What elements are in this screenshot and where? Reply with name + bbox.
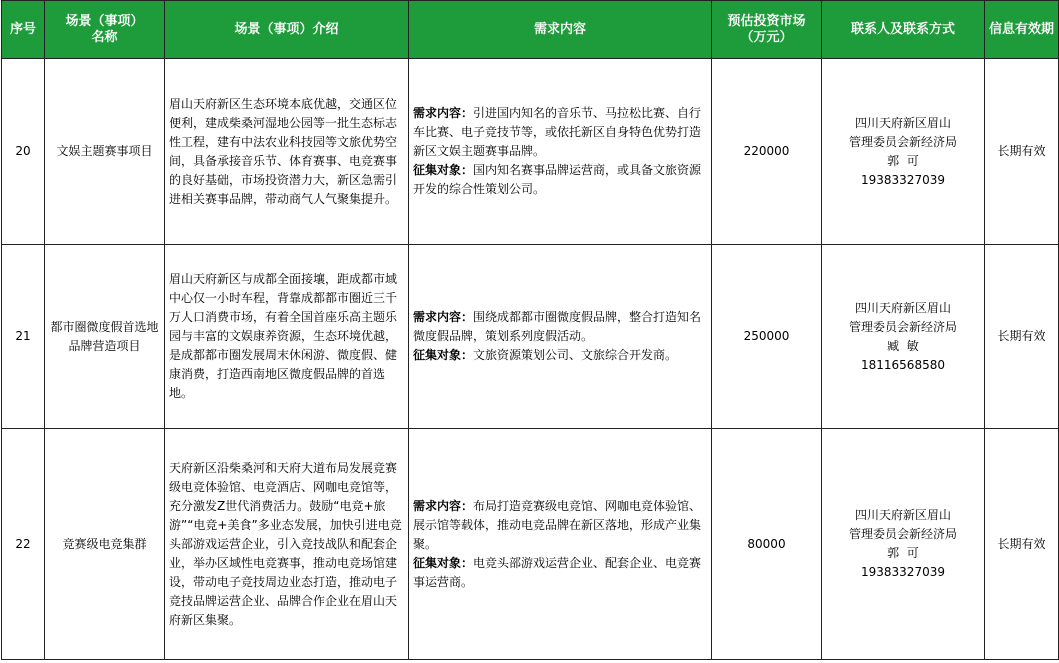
demand-content <box>413 308 709 346</box>
row-contact <box>822 59 985 245</box>
contact-org-line2: 管理委员会新经济局 <box>848 134 957 149</box>
row-intro: 天府新区沿柴桑河和天府大道布局发展竞赛级电竞体验馆、电竞酒店、网咖电竞馆等，充分激发Z世代消费活力。鼓励“电竞+旅游”“电竞+美食”多业态发展，加快引进电竞头部游戏运营企业，引入竞技战队和配套企业，举办区域性电竞赛事，推动电竞场馆建设，带动电子竞技周边业态打造，推动电子竞技品牌运营企业、品牌合作企业在眉山天府新区集聚。 <box>165 429 409 660</box>
contact-person: 臧 敏 <box>887 338 919 353</box>
row-seq: 22 <box>2 429 45 660</box>
header-demand: 需求内容 <box>409 1 712 59</box>
row-name: 都市圈微度假首选地品牌营造项目 <box>45 245 165 429</box>
demand-label: 需求内容： <box>413 106 474 120</box>
contact-person: 郭 可 <box>887 546 919 560</box>
demand-content <box>413 104 709 161</box>
target-text: 文旅资源策划公司、文旅综合开发商。 <box>473 348 678 362</box>
header-scene-name-line1: 场景（事项） <box>65 13 144 29</box>
row-market: 220000 <box>712 59 822 245</box>
contact-org-line2: 管理委员会新经济局 <box>848 319 957 334</box>
contact-phone: 18116568580 <box>861 357 945 372</box>
row-validity: 长期有效 <box>985 245 1059 429</box>
row-market: 250000 <box>712 245 822 429</box>
row-demand <box>409 245 712 429</box>
table-row <box>2 245 1059 429</box>
demand-text: 布局打造竞赛级电竞馆、网咖电竞体验馆、展示馆等载体，推动电竞品牌在新区落地，形成产业集聚。 <box>413 498 702 551</box>
row-contact <box>822 429 985 660</box>
contact-org-line1: 四川天府新区眉山 <box>854 115 951 130</box>
row-seq: 21 <box>2 245 45 429</box>
row-contact <box>822 245 985 429</box>
contact-org-line2: 管理委员会新经济局 <box>848 527 957 541</box>
table-row <box>2 59 1059 245</box>
row-demand <box>409 59 712 245</box>
project-table <box>1 0 1059 660</box>
row-seq: 20 <box>2 59 45 245</box>
header-market <box>712 1 822 59</box>
row-demand <box>409 429 712 660</box>
row-intro: 眉山天府新区与成都全面接壤，距成都市域中心仅一小时车程，背靠成都都市圈近三千万人口消费市场，有着全国首座乐高主题乐园与丰富的文娱康养资源，生态环境优越，是成都都市圈发展周末休闲游、微度假、健康消费，打造西南地区微度假品牌的首选地。 <box>165 245 409 429</box>
row-validity: 长期有效 <box>985 59 1059 245</box>
row-name: 竞赛级电竞集群 <box>45 429 165 660</box>
demand-content <box>413 497 709 554</box>
header-intro: 场景（事项）介绍 <box>165 1 409 59</box>
demand-text: 围绕成都都市圈微度假品牌，整合打造知名微度假品牌，策划系列度假活动。 <box>413 310 702 343</box>
demand-label: 需求内容： <box>413 498 474 513</box>
target-content <box>413 554 709 592</box>
header-row <box>2 1 1059 59</box>
header-contact: 联系人及联系方式 <box>822 1 985 59</box>
contact-org-line1: 四川天府新区眉山 <box>854 508 951 522</box>
target-label: 征集对象： <box>413 163 474 177</box>
target-content <box>413 346 709 365</box>
header-seq: 序号 <box>2 1 45 59</box>
row-validity: 长期有效 <box>985 429 1059 660</box>
contact-person: 郭 可 <box>887 153 919 168</box>
header-validity: 信息有效期 <box>985 1 1059 59</box>
contact-org-line1: 四川天府新区眉山 <box>854 300 951 315</box>
header-market-line2: （万元） <box>740 29 793 45</box>
header-scene-name-line2: 名称 <box>91 29 118 45</box>
contact-phone: 19383327039 <box>861 172 945 187</box>
contact-phone: 19383327039 <box>861 565 945 579</box>
target-text: 电竞头部游戏运营企业、配套企业、电竞赛事运营商。 <box>413 555 702 589</box>
target-label: 征集对象： <box>413 555 474 570</box>
row-name: 文娱主题赛事项目 <box>45 59 165 245</box>
target-label: 征集对象： <box>413 348 474 362</box>
header-scene-name <box>45 1 165 59</box>
target-content <box>413 161 709 199</box>
table-row <box>2 429 1059 660</box>
demand-label: 需求内容： <box>413 310 474 324</box>
row-market: 80000 <box>712 429 822 660</box>
demand-text: 引进国内知名的音乐节、马拉松比赛、自行车比赛、电子竞技节等，或依托新区自身特色优势打造新区文娱主题赛事品牌。 <box>413 106 702 158</box>
row-intro: 眉山天府新区生态环境本底优越，交通区位便利，建成柴桑河湿地公园等一批生态标志性工程，建有中法农业科技园等文旅优势空间，具备承接音乐节、体育赛事、电竞赛事的良好基础，市场投资潜力大，新区急需引进相关赛事品牌，带动商气人气聚集提升。 <box>165 59 409 245</box>
header-market-line1: 预估投资市场 <box>727 13 806 29</box>
target-text: 国内知名赛事品牌运营商，或具备文旅资源开发的综合性策划公司。 <box>413 163 702 196</box>
